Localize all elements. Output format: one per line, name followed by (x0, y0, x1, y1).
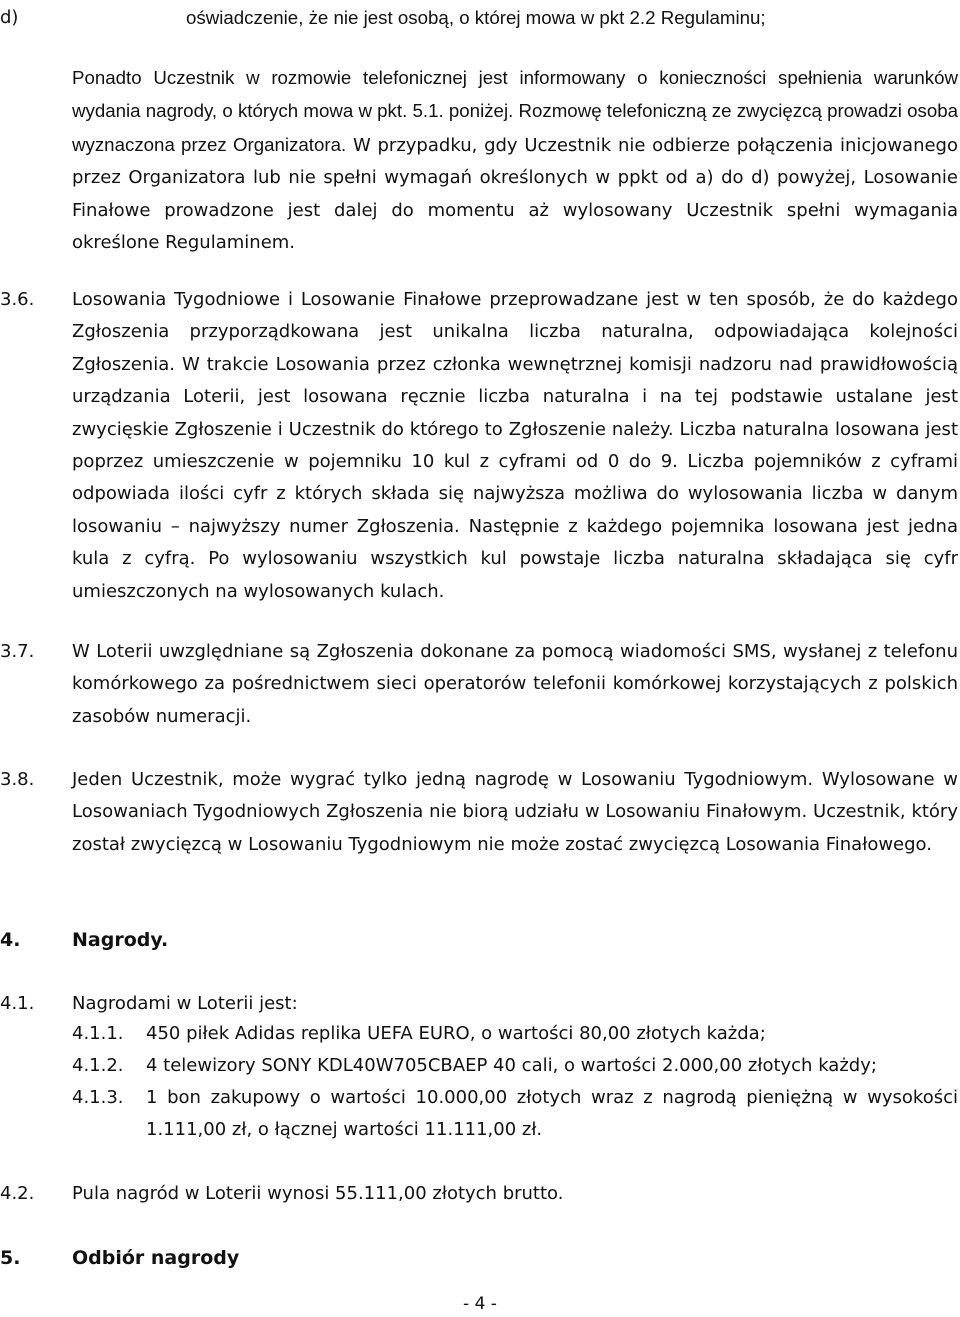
intro-part-2: W przypadku, gdy Uczestnik nie odbierze połączenia inicjowanego przez Organizatora lub nie spełni wymagań określonych w ppkt od a) do d) powyżej, Losowanie Finałowe prowadzone jest dalej do momentu aż wylosowany Uczestnik spełni wymagania określone Regulaminem. (72, 134, 958, 254)
item-text-4-1-3: 1 bon zakupowy o wartości 10.000,00 złotych wraz z nagrodą pieniężną w wysokości 1.111,00 zł, o łącznej wartości 11.111,00 zł. (146, 1087, 958, 1140)
item-label-d: d) (0, 7, 19, 28)
heading-number-5: 5. (0, 1247, 21, 1269)
heading-number-4: 4. (0, 929, 21, 951)
section-number-3-6: 3.6. (0, 289, 35, 310)
section-text-3-6: Losowania Tygodniowe i Losowanie Finałowe przeprowadzane jest w ten sposób, że do każdego Zgłoszenia przyporządkowana jest unikalna liczba naturalna, odpowiadająca kolejności Zgłoszenia. W trakcie Losowania przez członka wewnętrznej komisji nadzoru nad prawidłowością urządzania Loterii, jest losowana ręcznie liczba naturalna i na tej podstawie ustalane jest zwycięskie Zgłoszenie i Uczestnik do którego to Zgłoszenie należy. Liczba naturalna losowana jest poprzez umieszczenie w pojemniku 10 kul z cyframi od 0 do 9. Liczba pojemników z cyframi odpowiada ilości cyfr z których składa się najwyższa możliwa do wylosowania liczba w danym losowaniu – najwyższy numer Zgłoszenia. Następnie z każdego pojemnika losowana jest jedna kula z cyfrą. Po wylosowaniu wszystkich kul powstaje liczba naturalna składająca się cyfr umieszczonych na wylosowanych kulach. (72, 289, 958, 602)
item-text-4-1-1: 450 piłek Adidas replika UEFA EURO, o wartości 80,00 złotych każda; (146, 1023, 766, 1044)
section-number-4-1: 4.1. (0, 993, 35, 1014)
section-text-3-7: W Loterii uwzględniane są Zgłoszenia dokonane za pomocą wiadomości SMS, wysłanej z telefonu komórkowego za pośrednictwem sieci operatorów telefonii komórkowej korzystających z polskich zasobów numeracji. (72, 641, 958, 727)
page-number: - 4 - (463, 1294, 497, 1314)
item-number-4-1-3: 4.1.3. (72, 1087, 124, 1108)
section-number-4-2: 4.2. (0, 1183, 35, 1204)
intro-paragraph (72, 62, 958, 259)
section-number-3-7: 3.7. (0, 641, 35, 662)
section-text-3-8: Jeden Uczestnik, może wygrać tylko jedną nagrodę w Losowaniu Tygodniowym. Wylosowane w Losowaniach Tygodniowych Zgłoszenia nie biorą udziału w Losowaniu Finałowym. Uczestnik, który został zwycięzcą w Losowaniu Tygodniowym nie może zostać zwycięzcą Losowania Finałowego. (72, 769, 958, 855)
item-number-4-1-2: 4.1.2. (72, 1055, 124, 1076)
section-number-3-8: 3.8. (0, 769, 35, 790)
intro-part-1: Ponadto Uczestnik w rozmowie telefonicznej jest informowany o konieczności spełnienia warunków wydania nagrody, o których mowa w pkt. 5.1. poniżej. Rozmowę telefoniczną ze zwycięzcą prowadzi osoba wyznaczona przez Organizatora. (72, 67, 958, 155)
heading-title-5: Odbiór nagrody (72, 1247, 240, 1269)
heading-title-4: Nagrody. (72, 929, 169, 951)
item-number-4-1-1: 4.1.1. (72, 1023, 124, 1044)
section-text-4-1: Nagrodami w Loterii jest: (72, 993, 298, 1014)
section-text-4-2: Pula nagród w Loterii wynosi 55.111,00 złotych brutto. (72, 1183, 564, 1204)
item-text-d: oświadczenie, że nie jest osobą, o której mowa w pkt 2.2 Regulaminu; (186, 7, 766, 28)
item-text-4-1-2: 4 telewizory SONY KDL40W705CBAEP 40 cali, o wartości 2.000,00 złotych każdy; (146, 1055, 877, 1076)
